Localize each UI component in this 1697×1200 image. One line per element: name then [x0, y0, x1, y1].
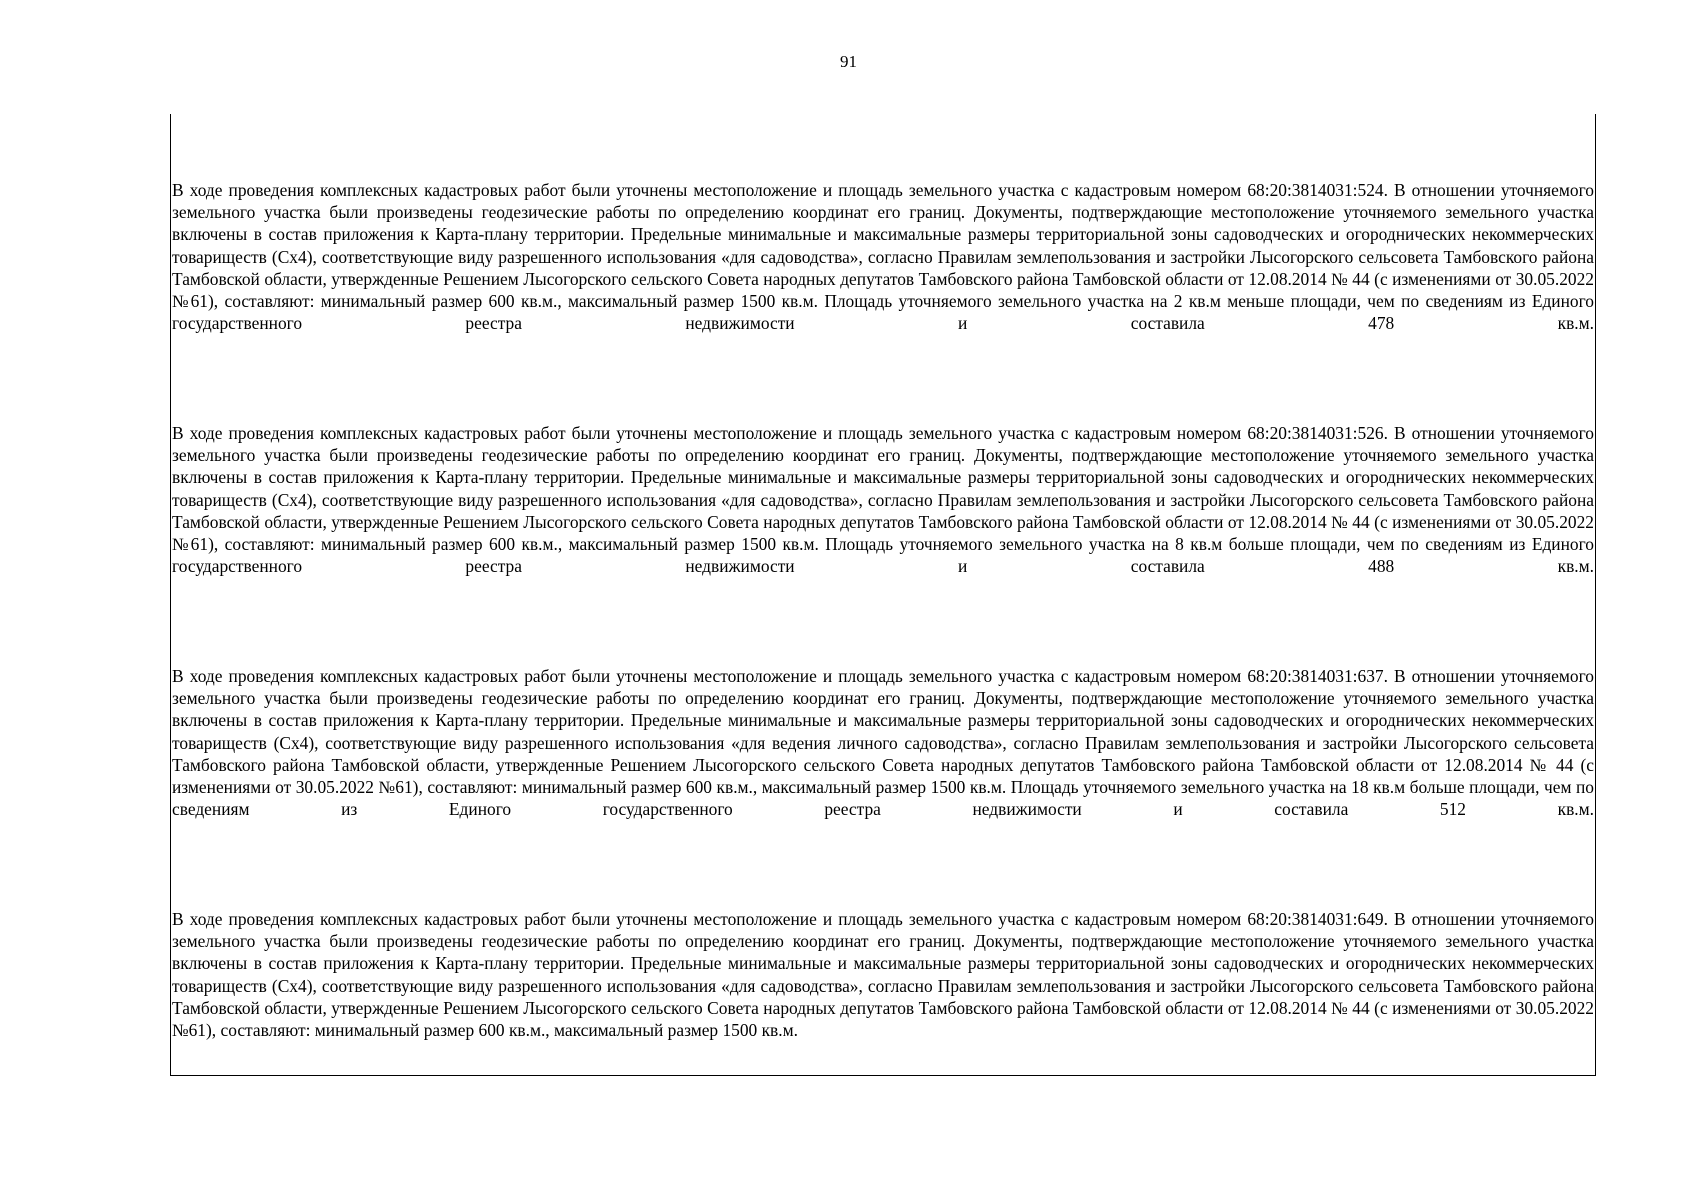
paragraph-parcel-526: В ходе проведения комплексных кадастровых работ были уточнены местоположение и площадь земельного участка с кадастровым номером 68:20:3814031:526. В отношении уточняемого земельного участка были произведены геодезические работы по определению координат его границ. Документы, подтверждающие местоположение уточняемого земельного участка включены в состав приложения к Карта-плану территории. Предельные минимальные и максимальные размеры территориальной зоны садоводческих и огороднических некоммерческих товариществ (Сх4), соответствующие виду разрешенного использования «для садоводства», согласно Правилам землепользования и застройки Лысогорского сельсовета Тамбовского района Тамбовской области, утвержденные Решением Лысогорского сельского Совета народных депутатов Тамбовского района Тамбовской области от 12.08.2014 № 44 (с изменениями от 30.05.2022 №61), составляют: минимальный размер 600 кв.м., максимальный размер 1500 кв.м. Площадь уточняемого земельного участка на 8 кв.м больше площади, чем по сведениям из Единого государственного реестра недвижимости и составила 488 кв.м.	[172, 423, 1594, 577]
page-number: 91	[840, 52, 857, 71]
paragraph-parcel-637: В ходе проведения комплексных кадастровых работ были уточнены местоположение и площадь земельного участка с кадастровым номером 68:20:3814031:637. В отношении уточняемого земельного участка были произведены геодезические работы по определению координат его границ. Документы, подтверждающие местоположение уточняемого земельного участка включены в состав приложения к Карта-плану территории. Предельные минимальные и максимальные размеры территориальной зоны садоводческих и огороднических некоммерческих товариществ (Сх4), соответствующие виду разрешенного использования «для ведения личного садоводства», согласно Правилам землепользования и застройки Лысогорского сельсовета Тамбовского района Тамбовской области, утвержденные Решением Лысогорского сельского Совета народных депутатов Тамбовского района Тамбовской области от 12.08.2014 № 44 (с изменениями от 30.05.2022 №61), составляют: минимальный размер 600 кв.м., максимальный размер 1500 кв.м. Площадь уточняемого земельного участка на 18 кв.м больше площади, чем по сведениям из Единого государственного реестра недвижимости и составила 512 кв.м.	[172, 666, 1594, 820]
paragraph-parcel-524: В ходе проведения комплексных кадастровых работ были уточнены местоположение и площадь земельного участка с кадастровым номером 68:20:3814031:524. В отношении уточняемого земельного участка были произведены геодезические работы по определению координат его границ. Документы, подтверждающие местоположение уточняемого земельного участка включены в состав приложения к Карта-плану территории. Предельные минимальные и максимальные размеры территориальной зоны садоводческих и огороднических некоммерческих товариществ (Сх4), соответствующие виду разрешенного использования «для садоводства», согласно Правилам землепользования и застройки Лысогорского сельсовета Тамбовского района Тамбовской области, утвержденные Решением Лысогорского сельского Совета народных депутатов Тамбовского района Тамбовской области от 12.08.2014 № 44 (с изменениями от 30.05.2022 №61), составляют: минимальный размер 600 кв.м., максимальный размер 1500 кв.м. Площадь уточняемого земельного участка на 2 кв.м меньше площади, чем по сведениям из Единого государственного реестра недвижимости и составила 478 кв.м.	[172, 180, 1594, 334]
paragraph-parcel-649: В ходе проведения комплексных кадастровых работ были уточнены местоположение и площадь земельного участка с кадастровым номером 68:20:3814031:649. В отношении уточняемого земельного участка были произведены геодезические работы по определению координат его границ. Документы, подтверждающие местоположение уточняемого земельного участка включены в состав приложения к Карта-плану территории. Предельные минимальные и максимальные размеры территориальной зоны садоводческих и огороднических некоммерческих товариществ (Сх4), соответствующие виду разрешенного использования «для садоводства», согласно Правилам землепользования и застройки Лысогорского сельсовета Тамбовского района Тамбовской области, утвержденные Решением Лысогорского сельского Совета народных депутатов Тамбовского района Тамбовской области от 12.08.2014 № 44 (с изменениями от 30.05.2022 №61), составляют: минимальный размер 600 кв.м., максимальный размер 1500 кв.м.	[172, 909, 1594, 1041]
